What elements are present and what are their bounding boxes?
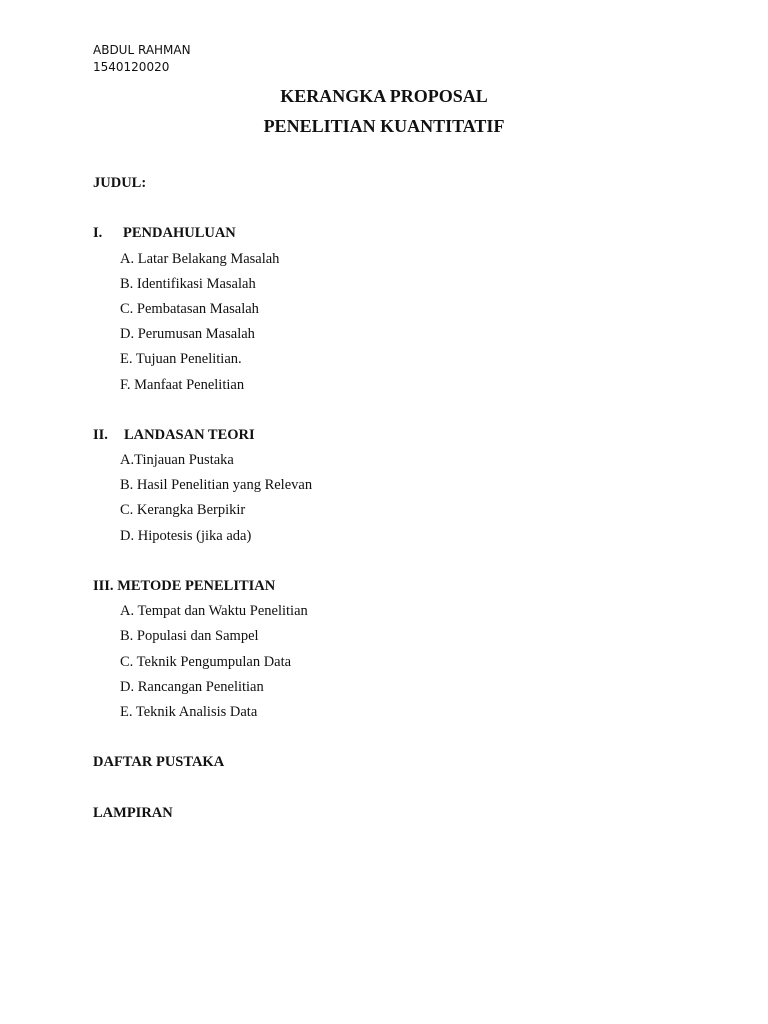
section-heading-pendahuluan [93, 221, 312, 246]
list-item: D. Rancangan Penelitian [120, 678, 264, 695]
list-item: A. Tempat dan Waktu Penelitian [120, 603, 308, 620]
list-item: E. Teknik Analisis Data [120, 703, 258, 720]
judul-label: JUDUL: [93, 175, 147, 191]
list-item: D. Perumusan Masalah [120, 326, 255, 343]
section-heading-landasan-teori [93, 423, 312, 448]
list-item: F. Manfaat Penelitian [120, 376, 245, 393]
section-title: METODE PENELITIAN [117, 578, 276, 594]
document-title-line-1: KERANGKA PROPOSAL [280, 86, 488, 106]
section-title: PENDAHULUAN [123, 225, 236, 242]
list-item: A.Tinjauan Pustaka [120, 452, 234, 469]
list-item: E. Tujuan Penelitian. [120, 351, 242, 368]
section-numeral: III. [93, 578, 114, 594]
list-item: C. Pembatasan Masalah [120, 300, 259, 317]
author-block [93, 42, 191, 76]
list-item: A. Latar Belakang Masalah [120, 250, 280, 267]
author-name: ABDUL RAHMAN [93, 43, 191, 57]
list-item: B. Hasil Penelitian yang Relevan [120, 477, 313, 494]
lampiran-heading: LAMPIRAN [93, 804, 173, 821]
list-item: C. Kerangka Berpikir [120, 502, 246, 519]
document-title-line-2: PENELITIAN KUANTITATIF [263, 116, 505, 136]
author-id: 1540120020 [93, 60, 170, 74]
list-item: B. Populasi dan Sampel [120, 628, 259, 645]
section-numeral: II. [93, 426, 108, 443]
section-title: LANDASAN TEORI [124, 426, 255, 443]
list-item: D. Hipotesis (jika ada) [120, 527, 252, 544]
section-numeral: I. [93, 225, 103, 242]
outline-body [93, 171, 312, 826]
section-heading-metode-penelitian [93, 574, 312, 599]
list-item: B. Identifikasi Masalah [120, 275, 256, 292]
list-item: C. Teknik Pengumpulan Data [120, 653, 292, 670]
daftar-pustaka-heading: DAFTAR PUSTAKA [93, 754, 225, 771]
